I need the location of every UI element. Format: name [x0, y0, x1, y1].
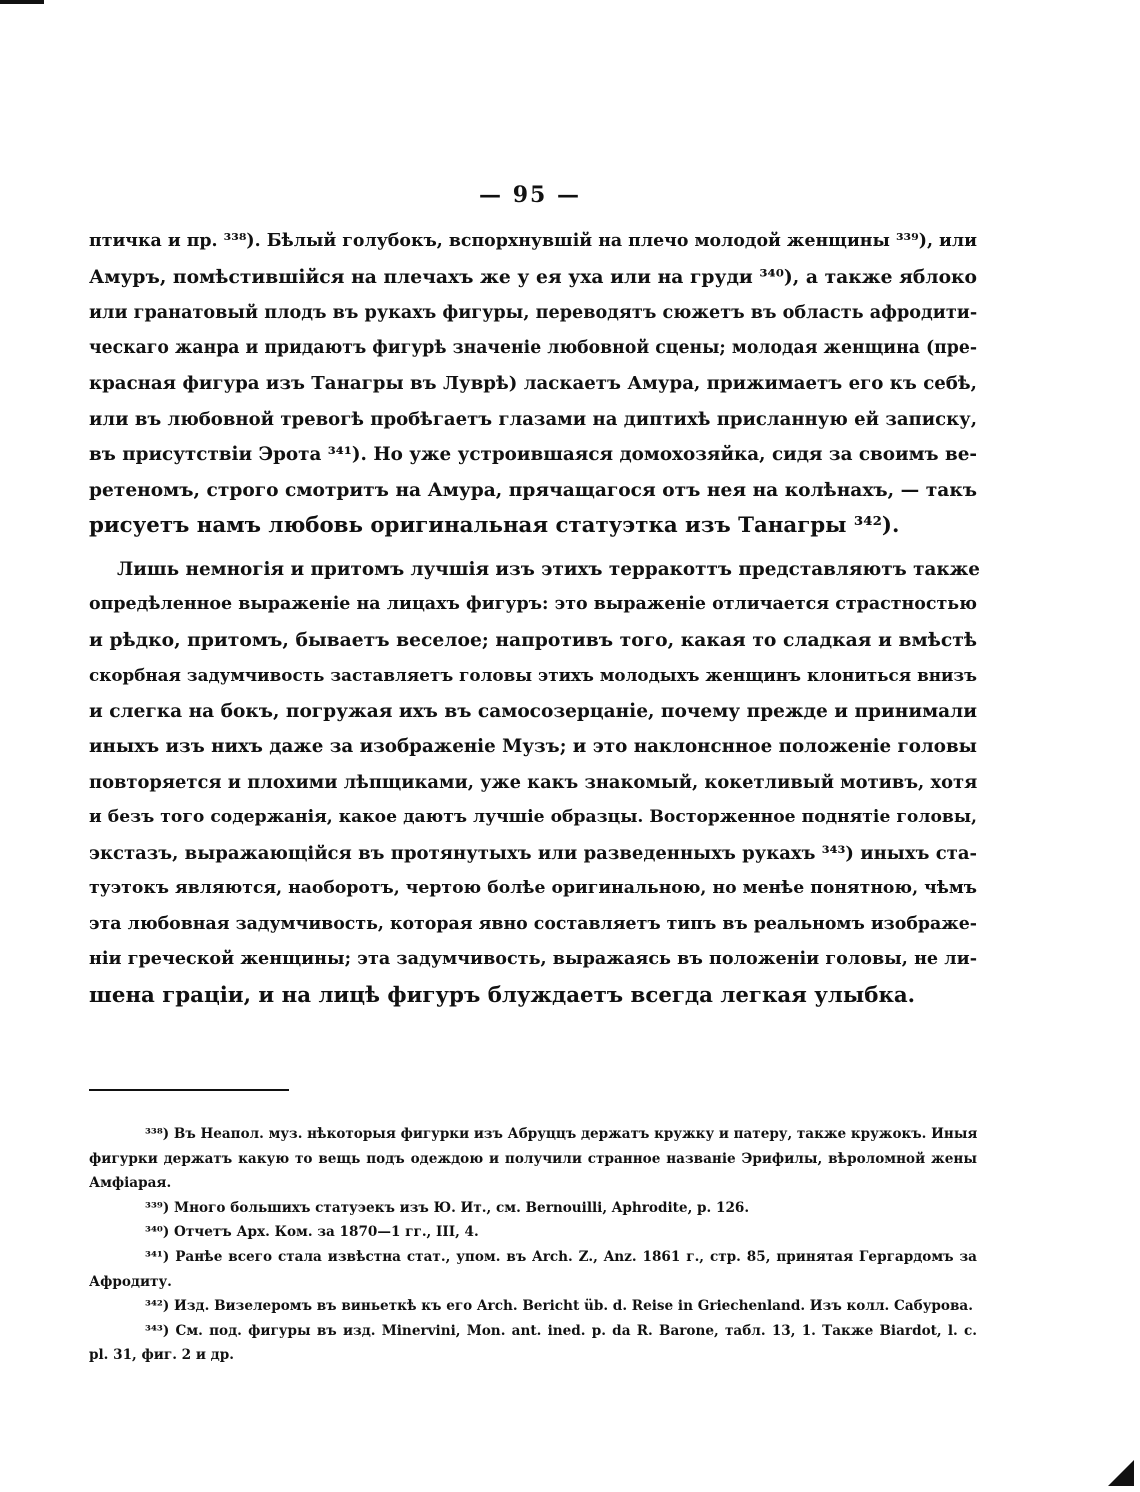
main-text	[89, 224, 980, 1013]
body-line: и слегка на бокъ, погружая ихъ въ самосозерцаніе, почему прежде и принимали	[89, 700, 977, 722]
body-line: красная фигура изъ Танагры въ Луврѣ) ласкаетъ Амура, прижимаетъ его къ себѣ,	[89, 373, 977, 394]
body-line: ніи греческой женщины; эта задумчивость, выражаясь въ положеніи головы, не ли-	[89, 949, 977, 969]
page-number: — 95 —	[479, 182, 581, 208]
body-line: Лишь немногія и притомъ лучшія изъ этихъ терракоттъ представляютъ также	[117, 558, 980, 580]
body-line: повторяется и плохими лѣпщиками, уже какъ знакомый, кокетливый мотивъ, хотя	[89, 771, 978, 793]
footnote-line: ³⁴¹) Ранѣе всего стала извѣстна стат., упом. въ Arch. Z., Anz. 1861 г., стр. 85, принятая Гергардомъ за	[145, 1248, 977, 1265]
footnote-line: фигурки держатъ какую то вещь подъ одеждою и получили странное названіе Эрифилы, вѣроломной жены	[89, 1150, 977, 1167]
footnote-line: ³⁴⁰) Отчетъ Арх. Ком. за 1870—1 гг., III, 4.	[145, 1224, 479, 1241]
body-line: экстазъ, выражающійся въ протянутыхъ или разведенныхъ рукахъ ³⁴³) иныхъ ста-	[89, 842, 977, 864]
body-line: опредѣленное выраженіе на лицахъ фигуръ: это выраженіе отличается страстностью	[89, 594, 977, 614]
page-corner-mark	[1108, 1460, 1134, 1486]
body-line: Амуръ, помѣстившійся на плечахъ же у ея уха или на груди ³⁴⁰), а также яблоко	[89, 265, 977, 288]
footnote-line: pl. 31, фиг. 2 и др.	[89, 1347, 234, 1364]
body-line: или въ любовной тревогѣ пробѣгаетъ глазами на диптихѣ присланную ей записку,	[89, 408, 977, 430]
footnote-separator	[89, 1089, 289, 1091]
body-line: и рѣдко, притомъ, бываетъ веселое; напротивъ того, какая то сладкая и вмѣстѣ	[89, 628, 977, 651]
body-line: рисуетъ намъ любовь оригинальная статуэтка изъ Танагры ³⁴²).	[89, 513, 900, 538]
body-line: шена граціи, и на лицѣ фигуръ блуждаетъ всегда легкая улыбка.	[89, 982, 916, 1008]
paragraph-gap	[89, 544, 977, 552]
footnotes	[89, 1122, 977, 1368]
body-line: птичка и пр. ³³⁸). Бѣлый голубокъ, вспорхнувшій на плечо молодой женщины ³³⁹), или	[89, 231, 977, 251]
body-line: и безъ того содержанія, какое даютъ лучшіе образцы. Восторженное поднятіе головы,	[89, 807, 977, 827]
top-edge-rule	[0, 0, 44, 4]
footnote-line: Амфіарая.	[89, 1175, 172, 1192]
body-line: ческаго жанра и придаютъ фигурѣ значеніе любовной сцены; молодая женщина (пре-	[89, 337, 977, 358]
footnote-line: ³⁴²) Изд. Визелеромъ въ виньеткѣ къ его Arch. Bericht üb. d. Reise in Griechenland. Изъ колл. Сабурова.	[145, 1298, 973, 1315]
footnote-line: ³³⁸) Въ Неапол. муз. нѣкоторыя фигурки изъ Абруццъ держатъ кружку и патеру, также кружокъ. Иныя	[145, 1126, 978, 1142]
body-line: эта любовная задумчивость, которая явно составляетъ типъ въ реальномъ изображе-	[89, 913, 977, 934]
footnote-line: ³³⁹) Много большихъ статуэекъ изъ Ю. Ит., см. Bernouilli, Aphrodite, p. 126.	[145, 1199, 750, 1216]
body-line: или гранатовый плодъ въ рукахъ фигуры, переводятъ сюжетъ въ область афродити-	[89, 302, 978, 323]
footnote-line: ³⁴³) См. под. фигуры въ изд. Minervini, Mon. ant. ined. p. da R. Barone, табл. 13, 1. Также Biardot, l. c.	[145, 1322, 977, 1339]
body-line: ретеномъ, строго смотритъ на Амура, прячащагося отъ нея на колѣнахъ, — такъ	[89, 479, 977, 501]
body-line: скорбная задумчивость заставляетъ головы этихъ молодыхъ женщинъ клониться внизъ	[89, 665, 977, 685]
footnote-line: Афродиту.	[89, 1273, 172, 1290]
body-line: въ присутствіи Эрота ³⁴¹). Но уже устроившаяся домохозяйка, сидя за своимъ ве-	[89, 444, 977, 465]
body-line: туэтокъ являются, наоборотъ, чертою болѣе оригинальною, но менѣе понятною, чѣмъ	[89, 878, 977, 898]
body-line: иныхъ изъ нихъ даже за изображеніе Музъ; и это наклонсннoe положеніе головы	[89, 736, 977, 757]
